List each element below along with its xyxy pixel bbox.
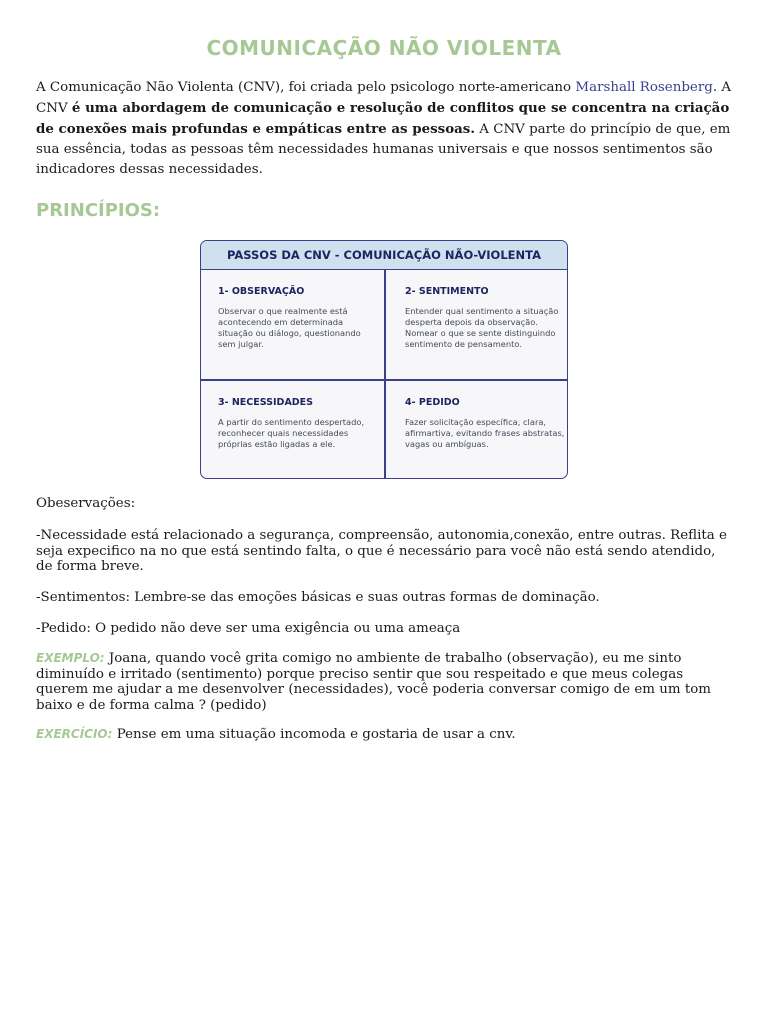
step-title: 4- PEDIDO	[405, 397, 460, 408]
step-description: Fazer solicitação específica, clara, afirmartiva, evitando frases abstratas, vagas ou ambíguas.	[405, 417, 565, 449]
intro-text-3: A CNV parte do princípio de que, em sua essência, todas as pessoas têm necessidades humanas universais e que nossos sentimentos são indicadores dessas necessidades.	[36, 122, 731, 177]
step-necessidades	[218, 397, 378, 450]
observations-heading: Obeservações:	[36, 496, 136, 511]
rosenberg-link[interactable]: Marshall Rosenberg	[575, 80, 713, 95]
intro-text-2: . A CNV	[36, 80, 732, 116]
step-title: 1- OBSERVAÇÃO	[218, 286, 305, 297]
exercise-label: EXERCÍCIO:	[36, 727, 113, 741]
grid-divider-vertical	[384, 270, 386, 478]
cnv-steps-grid	[201, 270, 567, 478]
example-text: Joana, quando você grita comigo no ambiente de trabalho (observação), eu me sinto diminuído e irritado (sentimento) porque preciso sentir que sou respeitado e que meus colegas querem me ajudar a me desenvolver (necessidades), você poderia conversar comigo de em um tom baixo e de forma calma ? (pedido)	[36, 651, 711, 713]
step-description: Entender qual sentimento a situação desperta depois da observação. Nomear o que se sente distinguindo sentimento de pensamento.	[405, 306, 559, 349]
cnv-steps-header: PASSOS DA CNV - COMUNICAÇÃO NÃO-VIOLENTA	[201, 241, 567, 270]
example-label: EXEMPLO:	[36, 651, 105, 665]
example-paragraph	[36, 651, 736, 713]
step-description: A partir do sentimento despertado, reconhecer quais necessidades próprias estão ligadas a ele.	[218, 417, 365, 449]
step-description: Observar o que realmente está acontecendo em determinada situação ou diálogo, questionando sem julgar.	[218, 306, 361, 349]
intro-paragraph	[36, 78, 736, 180]
principles-heading: PRINCÍPIOS:	[36, 200, 161, 221]
exercise-paragraph	[36, 727, 736, 743]
intro-text-1: A Comunicação Não Violenta (CNV), foi criada pelo psicologo norte-americano	[36, 80, 576, 95]
step-title: 3- NECESSIDADES	[218, 397, 314, 408]
grid-divider-horizontal	[201, 379, 567, 381]
step-title: 2- SENTIMENTO	[405, 286, 489, 297]
intro-bold-text: é uma abordagem de comunicação e resolução de conflitos que se concentra na criação de conexões mais profundas e empáticas entre as pessoas.	[36, 100, 730, 137]
step-pedido	[405, 397, 565, 450]
page-title: COMUNICAÇÃO NÃO VIOLENTA	[206, 36, 562, 60]
observation-sentimentos: -Sentimentos: Lembre-se das emoções básicas e suas outras formas de dominação.	[36, 590, 600, 605]
step-sentimento	[405, 286, 565, 350]
observation-necessidade: -Necessidade está relacionado a segurança, compreensão, autonomia,conexão, entre outras. Reflita e seja expecifico na no que está sentindo falta, o que é necessário para você não está sendo atendido, de forma breve.	[36, 528, 727, 574]
cnv-steps-card	[200, 240, 568, 479]
exercise-text: Pense em uma situação incomoda e gostaria de usar a cnv.	[112, 727, 516, 742]
observation-pedido: -Pedido: O pedido não deve ser uma exigência ou uma ameaça	[36, 621, 461, 636]
step-observacao	[218, 286, 378, 350]
